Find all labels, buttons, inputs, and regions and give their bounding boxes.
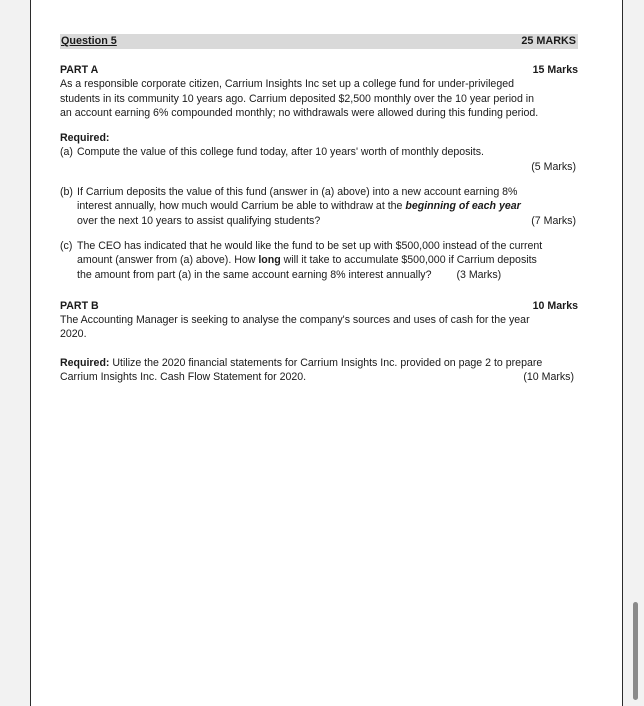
question-c-label: (c)	[60, 239, 73, 252]
question-b-line-3-text: over the next 10 years to assist qualifying students?	[77, 214, 321, 227]
question-a-marks: (5 Marks)	[531, 160, 576, 173]
question-c-line-2-post: will it take to accumulate $500,000 if Carrium deposits	[280, 254, 537, 267]
question-marks: 25 MARKS	[521, 35, 576, 48]
part-a-intro	[60, 77, 578, 120]
question-b-marks: (7 Marks)	[531, 214, 576, 227]
question-a-label: (a)	[60, 146, 73, 159]
part-a-marks: 15 Marks	[532, 64, 578, 76]
question-b	[60, 185, 578, 228]
question-c-marks: (3 Marks)	[456, 268, 502, 281]
question-c-line-2-pre: amount (answer from (a) above). How	[77, 254, 259, 267]
part-b-required-marks: (10 Marks)	[523, 371, 574, 384]
question-content	[60, 34, 578, 384]
question-b-emphasis: beginning of each year	[405, 200, 521, 213]
part-b-required-line-2-text: Carrium Insights Inc. Cash Flow Statement for 2020.	[60, 371, 307, 384]
question-a-text: Compute the value of this college fund today, after 10 years' worth of monthly deposits.	[77, 146, 484, 159]
part-a-line-3: an account earning 6% compounded monthly; no withdrawals were allowed during this funding period.	[60, 106, 539, 119]
vertical-scrollbar[interactable]	[633, 602, 638, 700]
part-b-required-line-1	[60, 356, 578, 370]
part-a-required-label: Required:	[60, 132, 110, 145]
question-a	[60, 145, 578, 159]
question-header-bar	[60, 34, 578, 49]
question-b-line-3	[77, 214, 578, 228]
part-a-heading: PART A	[60, 64, 99, 76]
part-b-required-label: Required:	[60, 356, 110, 369]
part-a-heading-row	[60, 63, 578, 77]
part-b-required-line-2	[60, 370, 578, 384]
question-b-line-1: If Carrium deposits the value of this fund (answer in (a) above) into a new account earning 8%	[77, 186, 518, 199]
question-title: Question 5	[61, 35, 117, 48]
part-b-marks: 10 Marks	[532, 299, 578, 312]
part-b-intro-line-2: 2020.	[60, 328, 87, 341]
question-c-emphasis: long	[258, 254, 281, 267]
part-b-intro-line-1: The Accounting Manager is seeking to analyse the company's sources and uses of cash for the year	[60, 314, 530, 327]
part-b-required-text: Utilize the 2020 financial statements for Carrium Insights Inc. provided on page 2 to prepare	[109, 356, 543, 369]
part-b-heading: PART B	[60, 299, 99, 312]
question-c	[60, 239, 578, 282]
question-c-line-3	[77, 268, 578, 282]
question-b-line-2-text: interest annually, how much would Carrium be able to withdraw at the	[77, 200, 406, 213]
document-page	[30, 0, 623, 706]
part-b-heading-row	[60, 299, 578, 313]
question-b-line-2	[77, 199, 578, 213]
question-b-label: (b)	[60, 186, 73, 199]
part-a-line-1: As a responsible corporate citizen, Carrium Insights Inc set up a college fund for under-privileged	[60, 78, 515, 91]
part-a-line-2: students in its community 10 years ago. Carrium deposited $2,500 monthly over the 10 year period in	[60, 92, 535, 105]
question-c-line-2	[77, 253, 578, 267]
question-c-line-3-text: the amount from part (a) in the same account earning 8% interest annually?	[77, 268, 432, 281]
question-c-line-1: The CEO has indicated that he would like the fund to be set up with $500,000 instead of the current	[77, 239, 543, 252]
